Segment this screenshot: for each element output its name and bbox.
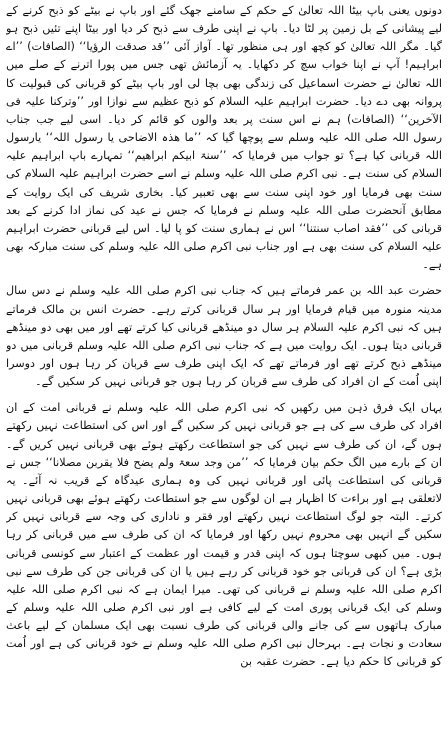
document-page <box>6 2 442 754</box>
paragraph-1: دونوں یعنی باپ بیٹا اللہ تعالیٰ کے حکم کے سامنے جھک گئے اور باپ نے بیٹے کو ذبح کرنے کے لیے پیشانی کے بل زمین پر لٹا دیا۔ باپ نے اپنی طرف سے ذبح کر دیا اور بیٹا اپنے تئیں ذبح ہو گیا۔ مگر اللہ تعالیٰ کو کچھ اور ہی منظور تھا۔ آواز آئی ’’قد صدقت الرؤیا‘‘ (الصافات) ’’اے ابراہیم! آپ نے اپنا خواب سچ کر دکھایا۔ یہ آزمائش تھی جس میں پورا اترنے کے صلے میں اللہ تعالیٰ نے حضرت اسماعیل کی زندگی بھی بچا لی اور باپ بیٹے کو قربانی کی قبولیت کا پروانہ بھی دے دیا۔ حضرت ابراہیم علیہ السلام کو ذبح عظیم سے نوازا اور ’’وترکنا علیہ فی الآخرین‘‘ (الصافات) ہم نے اس سنت پر بعد والوں کو قائم کر دیا۔ اسی لیے جب جناب رسول اللہ صلی اللہ علیہ وسلم سے پوچھا گیا کہ ’’ما ھذہ الاضاحی یا رسول اللہ‘‘ یارسول اللہ قربانی کیا ہے؟ تو جواب میں فرمایا کہ ’’سنۃ ابیکم ابراھیم‘‘ تمہارے باپ ابراہیم علیہ السلام کی سنت ہے۔ نبی اکرم صلی اللہ علیہ وسلم نے اسے حضرت ابراہیم علیہ السلام کی سنت بھی فرمایا اور خود اپنی سنت سے بھی تعبیر کیا۔ بخاری شریف کی ایک روایت کے مطابق آنحضرت صلی اللہ علیہ وسلم نے فرمایا کہ جس نے عید کی نماز ادا کرنے کے بعد قربانی کی ’’فقد اصاب سنتنا‘‘ اس نے ہماری سنت کو پا لیا۔ اس لیے قربانی حضرت ابراہیم علیہ السلام کی سنت بھی ہے اور جناب نبی اکرم صلی اللہ علیہ وسلم کی سنت مبارکہ بھی ہے۔ <box>6 4 442 272</box>
paragraph-3: یہاں ایک فرق ذہن میں رکھیں کہ نبی اکرم صلی اللہ علیہ وسلم نے قربانی امت کے ان افراد کی طرف سے کی ہے جو قربانی نہیں کر سکیں گے اور اس کی استطاعت نہیں رکھتے ہوں گے، ان کی طرف سے نہیں کی جو استطاعت رکھتے ہوئے بھی قربانی نہیں کریں گے۔ ان کے بارے میں الگ حکم بیان فرمایا کہ ’’من وجد سعۃ ولم یضح فلا یقربن مصلانا‘‘ جس نے قربانی کی استطاعت پائی اور قربانی نہیں کی وہ ہماری عیدگاہ کے قریب نہ آئے۔ یہ لاتعلقی ہے اور براءت کا اظہار ہے ان لوگوں سے جو استطاعت رکھتے ہوئے بھی قربانی نہیں کرتے۔ البتہ جو لوگ استطاعت نہیں رکھتے اور فقر و ناداری کی وجہ سے قربانی نہیں کر سکیں گے انہیں بھی محروم نہیں رکھا اور فرمایا کہ ان کی طرف سے میں قربانی کر رہا ہوں۔ میں کبھی سوچتا ہوں کہ اپنی قدر و قیمت اور عظمت کے اعتبار سے کونسی قربانی بڑی ہے؟ ان کی قربانی جو خود قربانی کر رہے ہیں یا ان کی قربانی جن کی طرف سے نبی اکرم صلی اللہ علیہ وسلم نے قربانی کی تھی۔ میرا ایمان ہے کہ نبی اکرم صلی اللہ علیہ وسلم کی ایک قربانی پوری امت کے لیے کافی ہے اور نبی اکرم صلی اللہ علیہ وسلم کے مبارک ہاتھوں سے کی جانے والی قربانی کی طرف نسبت بھی ایک مسلمان کے لیے باعث سعادت و نجات ہے۔ بہرحال نبی اکرم صلی اللہ علیہ وسلم نے خود قربانی کی ہے اور اُمت کو قربانی کا حکم دیا ہے۔ حضرت عقبہ بن <box>6 401 442 669</box>
paragraph-2: حضرت عبد اللہ بن عمر فرماتے ہیں کہ جناب نبی اکرم صلی اللہ علیہ وسلم نے دس سال مدینہ منورہ میں قیام فرمایا اور ہر سال قربانی کرتے رہے۔ حضرت انس بن مالک فرماتے ہیں کہ نبی اکرم علیہ السلام ہر سال دو مینڈھے قربانی کیا کرتے تھے اور میں بھی دو مینڈھے قربانی دیتا ہوں۔ ایک روایت میں ہے کہ جناب نبی اکرم صلی اللہ علیہ وسلم قربانی میں دو مینڈھے ذبح کرتے تھے اور فرماتے تھے کہ ایک اپنی طرف سے قربان کر رہا ہوں اور دوسرا اپنی اُمت کے ان افراد کی طرف سے قربان کر رہا ہوں جو قربانی نہیں کر سکیں گے۔ <box>6 284 442 389</box>
